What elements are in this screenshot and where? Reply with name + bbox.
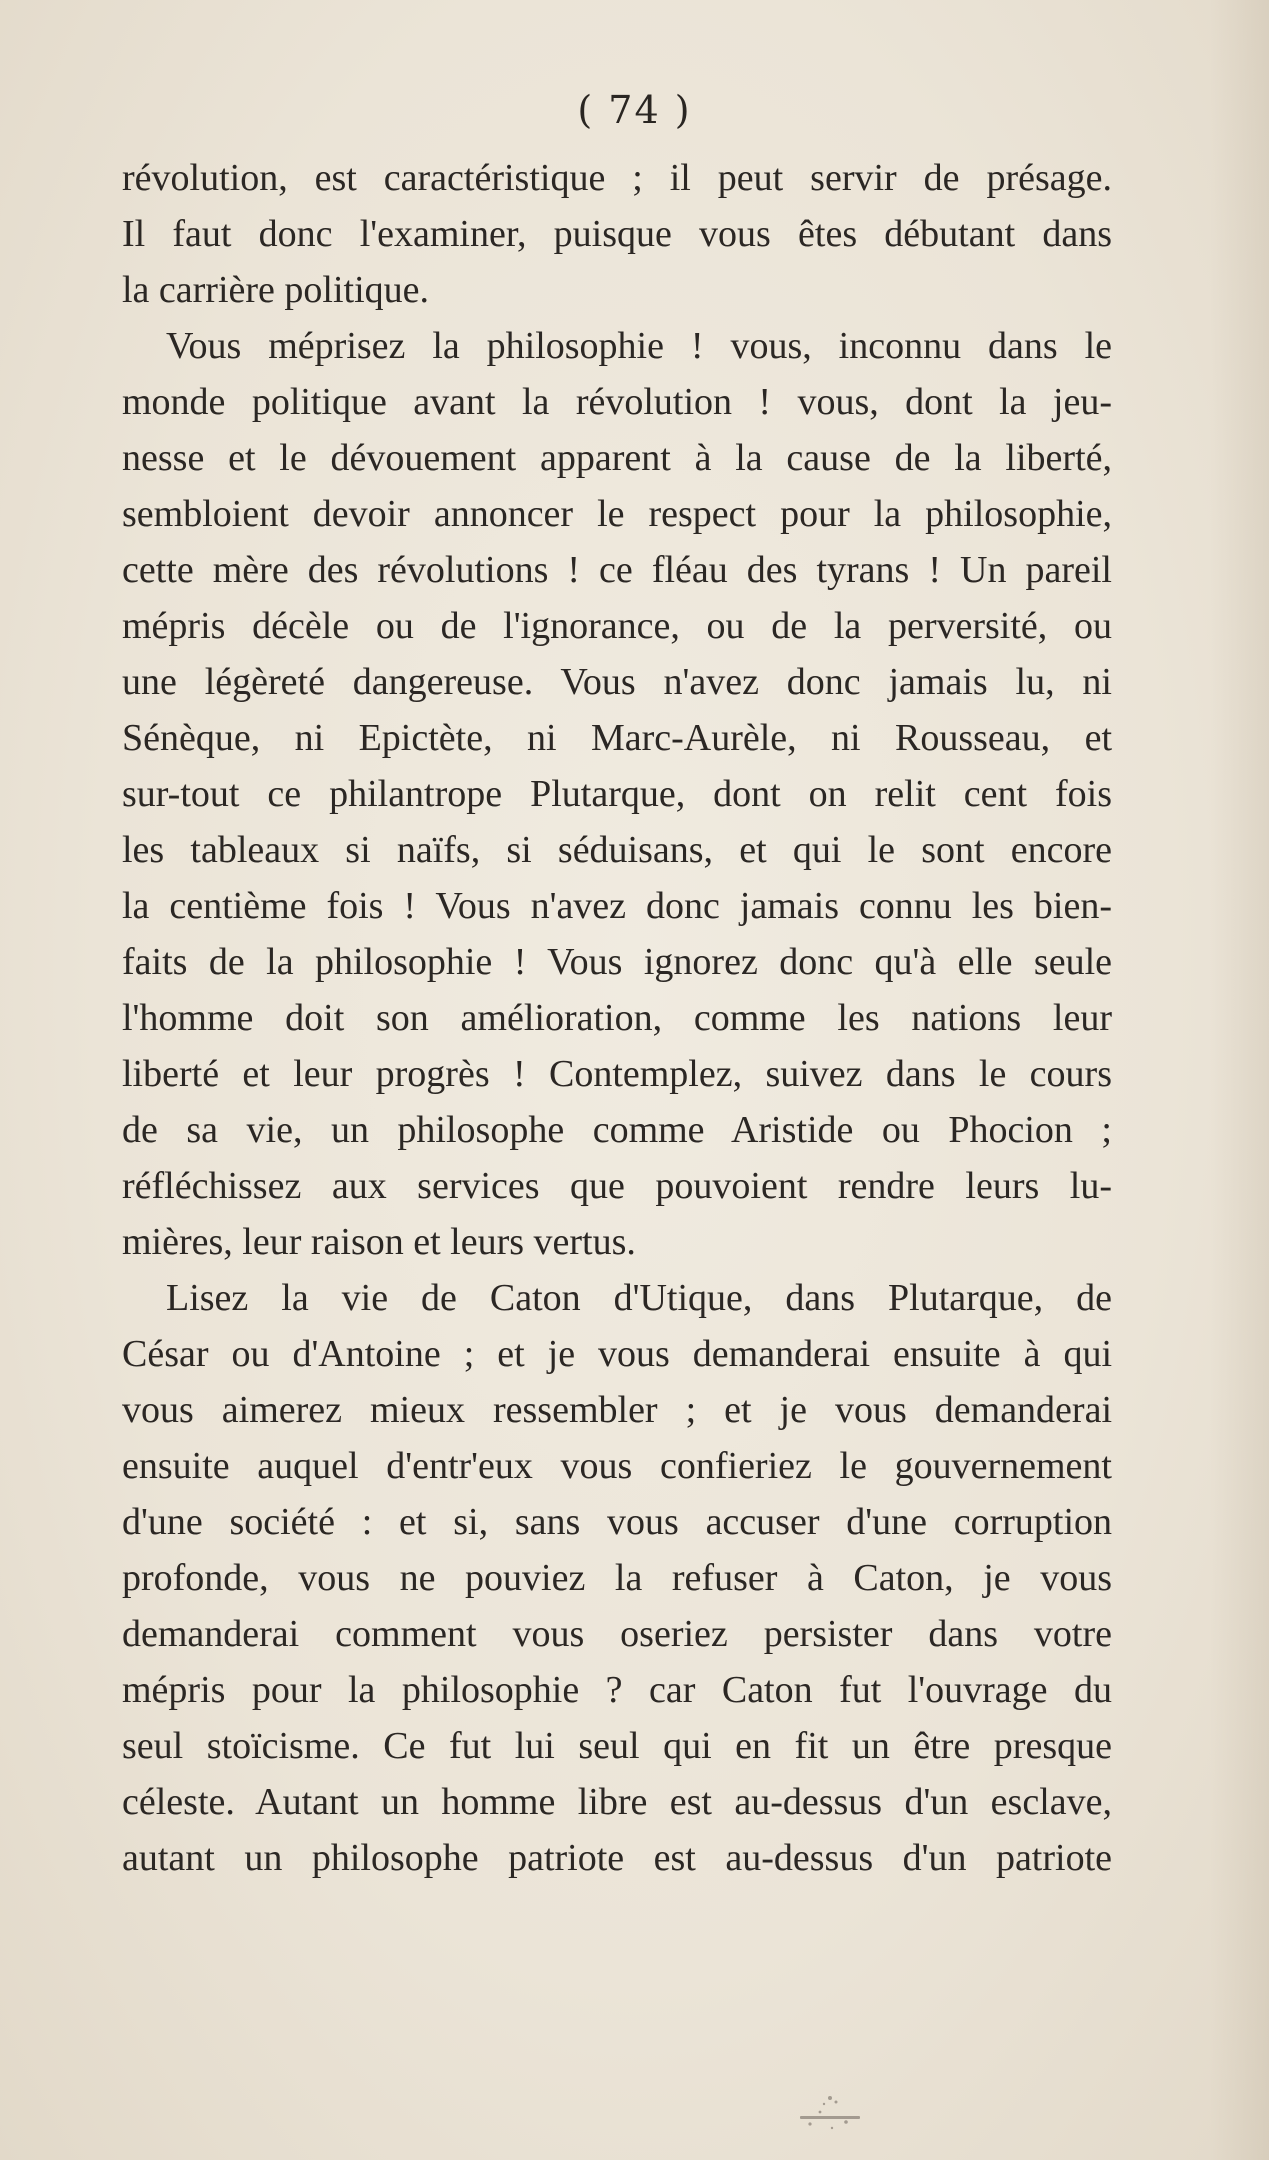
text-line: révolution, est caractéristique ; il peut servir de présage. (122, 157, 1112, 199)
text-line: la centième fois ! Vous n'avez donc jamais connu les bien- (122, 885, 1112, 927)
text-line: sembloient devoir annoncer le respect pour la philosophie, (122, 493, 1112, 535)
text-line: d'une société : et si, sans vous accuser d'une corruption (122, 1501, 1112, 1543)
text-line: ensuite auquel d'entr'eux vous confieriez le gouvernement (122, 1445, 1112, 1487)
text-line: Il faut donc l'examiner, puisque vous êtes débutant dans (122, 213, 1112, 255)
text-line: monde politique avant la révolution ! vous, dont la jeu- (122, 381, 1112, 423)
text-line: Sénèque, ni Epictète, ni Marc-Aurèle, ni Rousseau, et (122, 717, 1112, 759)
text-line: vous aimerez mieux ressembler ; et je vous demanderai (122, 1389, 1112, 1431)
text-line: de sa vie, un philosophe comme Aristide ou Phocion ; (122, 1109, 1112, 1151)
ink-smudge-ornament (760, 2088, 880, 2138)
text-line: sur-tout ce philantrope Plutarque, dont on relit cent fois (122, 773, 1112, 815)
text-line: céleste. Autant un homme libre est au-dessus d'un esclave, (122, 1781, 1112, 1823)
text-line: l'homme doit son amélioration, comme les nations leur (122, 997, 1112, 1039)
text-line: nesse et le dévouement apparent à la cause de la liberté, (122, 437, 1112, 479)
text-line: profonde, vous ne pouviez la refuser à Caton, je vous (122, 1557, 1112, 1599)
text-line: liberté et leur progrès ! Contemplez, suivez dans le cours (122, 1053, 1112, 1095)
text-line: la carrière politique. (122, 269, 430, 311)
text-line: mières, leur raison et leurs vertus. (122, 1221, 636, 1263)
text-line: réfléchissez aux services que pouvoient rendre leurs lu- (122, 1165, 1112, 1207)
page-number: ( 74 ) (577, 88, 692, 132)
body-text (122, 150, 1112, 1886)
text-line: mépris pour la philosophie ? car Caton fut l'ouvrage du (122, 1669, 1112, 1711)
text-line: César ou d'Antoine ; et je vous demanderai ensuite à qui (122, 1333, 1112, 1375)
text-line: demanderai comment vous oseriez persister dans votre (122, 1613, 1112, 1655)
text-line: mépris décèle ou de l'ignorance, ou de la perversité, ou (122, 605, 1112, 647)
text-line: faits de la philosophie ! Vous ignorez donc qu'à elle seule (122, 941, 1112, 983)
text-line: autant un philosophe patriote est au-dessus d'un patriote (122, 1837, 1112, 1879)
text-line: Lisez la vie de Caton d'Utique, dans Plutarque, de (166, 1277, 1112, 1319)
text-line: seul stoïcisme. Ce fut lui seul qui en fit un être presque (122, 1725, 1112, 1767)
text-line: les tableaux si naïfs, si séduisans, et qui le sont encore (122, 829, 1112, 871)
page-edge-shadow (1209, 0, 1269, 2160)
text-line: Vous méprisez la philosophie ! vous, inconnu dans le (166, 325, 1112, 367)
text-line: cette mère des révolutions ! ce fléau des tyrans ! Un pareil (122, 549, 1112, 591)
text-line: une légèreté dangereuse. Vous n'avez donc jamais lu, ni (122, 661, 1112, 703)
